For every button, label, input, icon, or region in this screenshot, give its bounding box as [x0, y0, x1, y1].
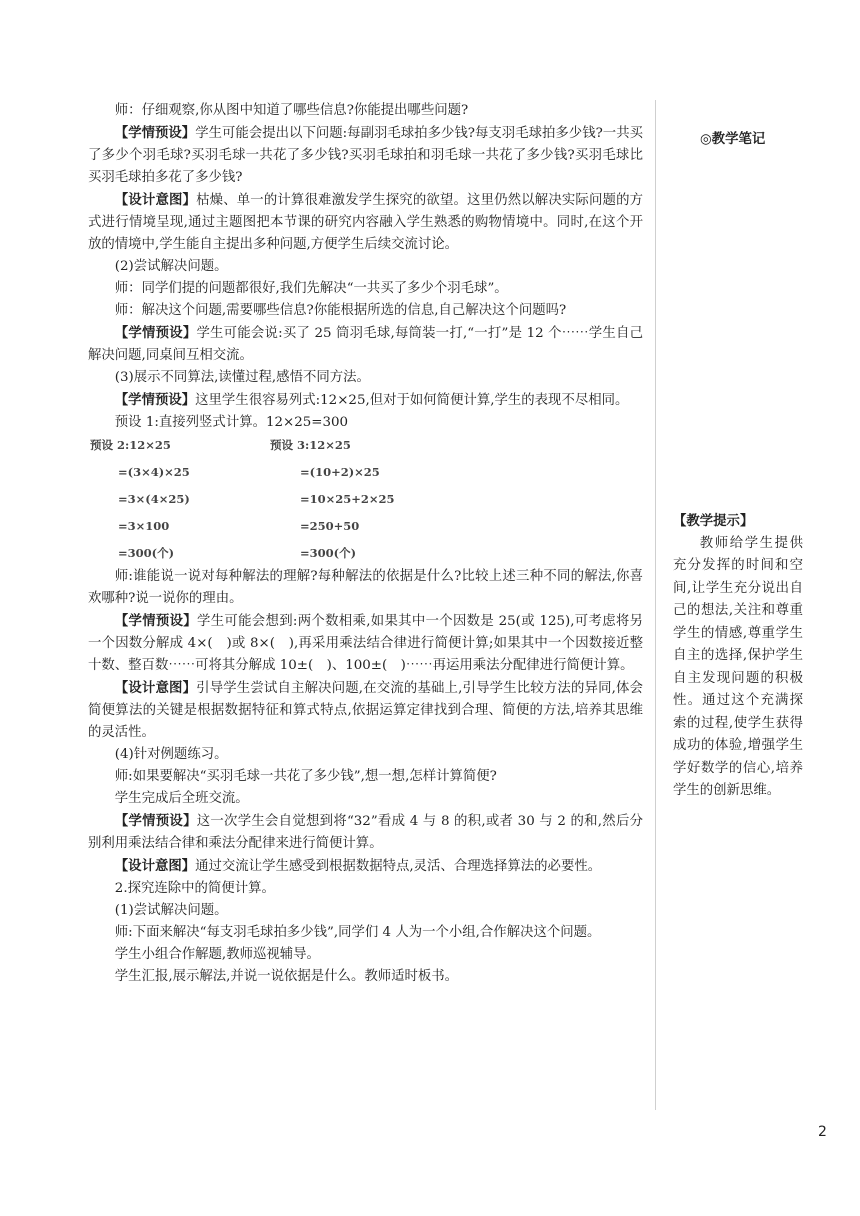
- paragraph: [88, 900, 643, 922]
- paragraph-label: 【学情预设】: [114, 325, 197, 341]
- calc-line: 预设 3:12×25: [270, 438, 351, 452]
- paragraph: [88, 322, 643, 367]
- paragraph-group-1: [88, 100, 643, 434]
- calc-line: =250+50: [300, 519, 360, 533]
- paragraph-text: 学生完成后全班交流。: [114, 791, 249, 806]
- paragraph: [88, 100, 643, 122]
- paragraph: [88, 412, 643, 434]
- calc-line: =300(个): [118, 546, 175, 560]
- paragraph-text: (4)针对例题练习。: [114, 747, 228, 762]
- paragraph-text: 学生汇报,展示解法,并说一说依据是什么。教师适时板书。: [114, 969, 459, 984]
- paragraph-text: 学生可能会提出以下问题:每副羽毛球拍多少钱?每支羽毛球拍多少钱?一共买了多少个羽毛球?买羽毛球一共花了多少钱?买羽毛球拍和羽毛球一共花了多少钱?买羽毛球比买羽毛球拍多花了多少钱?: [88, 126, 643, 185]
- paragraph: [88, 566, 643, 610]
- teaching-tip-box: [673, 510, 803, 803]
- paragraph-group-2: [88, 566, 643, 988]
- paragraph: [88, 677, 643, 744]
- paragraph: [88, 855, 643, 878]
- page-number: 2: [818, 1124, 827, 1140]
- paragraph: [88, 389, 643, 412]
- calc-line: =(3×4)×25: [118, 465, 190, 479]
- paragraph: [88, 966, 643, 988]
- calc-line: =(10+2)×25: [300, 465, 380, 479]
- paragraph: [88, 788, 643, 810]
- paragraph-label: 【学情预设】: [114, 613, 197, 629]
- calc-line: =300(个): [300, 546, 357, 560]
- paragraph: [88, 122, 643, 189]
- paragraph-text: 学生可能会说:买了 25 筒羽毛球,每筒装一打,“一打”是 12 个⋯⋯学生自己解决问题,同桌间互相交流。: [88, 326, 643, 363]
- paragraph-text: (1)尝试解决问题。: [114, 903, 228, 918]
- calculation-examples: [88, 434, 643, 566]
- teaching-notes-title: ◎教学笔记: [700, 131, 766, 147]
- paragraph: [88, 278, 643, 300]
- paragraph-text: (3)展示不同算法,读懂过程,感悟不同方法。: [114, 370, 370, 385]
- paragraph-text: 这里学生很容易列式:12×25,但对于如何简便计算,学生的表现不尽相同。: [195, 393, 629, 408]
- paragraph-text: 引导学生尝试自主解决问题,在交流的基础上,引导学生比较方法的异同,体会简便算法的关键是根据数据特征和算式特点,依据运算定律找到合理、简便的方法,培养其思维的灵活性。: [88, 681, 643, 740]
- calc-line: =10×25+2×25: [300, 492, 395, 506]
- paragraph-text: 通过交流让学生感受到根据数据特点,灵活、合理选择算法的必要性。: [195, 859, 602, 874]
- paragraph-text: 师:下面来解决“每支羽毛球拍多少钱”,同学们 4 人为一个小组,合作解决这个问题。: [114, 925, 601, 940]
- paragraph-label: 【学情预设】: [114, 813, 197, 829]
- paragraph: [88, 944, 643, 966]
- paragraph-label: 【设计意图】: [114, 680, 197, 696]
- calc-line: =3×(4×25): [118, 492, 190, 506]
- teaching-tip-text: 教师给学生提供充分发挥的时间和空间,让学生充分说出自己的想法,关注和尊重学生的情感,尊重学生自主的选择,保护学生自主发现问题的积极性。通过这个充满探索的过程,使学生获得成功的体验,增强学生学好数学的信心,培养学生的创新思维。: [673, 535, 803, 798]
- paragraph: [88, 256, 643, 278]
- calc-line: 预设 2:12×25: [90, 438, 171, 452]
- paragraph-text: 枯燥、单一的计算很难激发学生探究的欲望。这里仍然以解决实际问题的方式进行情境呈现,通过主题图把本节课的研究内容融入学生熟悉的购物情境中。同时,在这个开放的情境中,学生能自主提出多种问题,方便学生后续交流讨论。: [88, 193, 644, 252]
- paragraph-label: 【设计意图】: [114, 192, 197, 208]
- calc-line: =3×100: [118, 519, 170, 533]
- paragraph-text: 这一次学生会自觉想到将“32”看成 4 与 8 的积,或者 30 与 2 的和,然后分别利用乘法结合律和乘法分配律来进行简便计算。: [88, 814, 643, 851]
- paragraph-text: 学生小组合作解题,教师巡视辅导。: [114, 947, 320, 962]
- paragraph-text: 学生可能会想到:两个数相乘,如果其中一个因数是 25(或 125),可考虑将另一个因数分解成 4×( )或 8×( ),再采用乘法结合律进行简便计算;如果其中一个因数接近整十数、整百数⋯⋯可将其分解成 10±( )、100±( )⋯⋯再运用乘法分配律进行简便计算。: [88, 614, 643, 673]
- paragraph: [88, 922, 643, 944]
- paragraph: [88, 189, 643, 256]
- main-text-column: [88, 100, 643, 988]
- paragraph-text: (2)尝试解决问题。: [114, 259, 228, 274]
- teaching-tip-heading: 【教学提示】: [673, 513, 754, 529]
- paragraph-text: 师：解决这个问题,需要哪些信息?你能根据所选的信息,自己解决这个问题吗?: [114, 303, 567, 318]
- paragraph-label: 【学情预设】: [114, 392, 196, 408]
- paragraph: [88, 878, 643, 900]
- paragraph: [88, 367, 643, 389]
- paragraph: [88, 300, 643, 322]
- paragraph: [88, 744, 643, 766]
- paragraph: [88, 766, 643, 788]
- paragraph: [88, 810, 643, 855]
- paragraph-text: 师:如果要解决“买羽毛球一共花了多少钱”,想一想,怎样计算简便?: [114, 769, 497, 784]
- paragraph-text: 2.探究连除中的简便计算。: [114, 881, 275, 896]
- paragraph-text: 师:谁能说一说对每种解法的理解?每种解法的依据是什么?比较上述三种不同的解法,你喜欢哪种?说一说你的理由。: [88, 569, 643, 606]
- paragraph-label: 【学情预设】: [114, 125, 196, 141]
- paragraph-label: 【设计意图】: [114, 858, 196, 874]
- paragraph: [88, 610, 643, 677]
- paragraph-text: 师：仔细观察,你从图中知道了哪些信息?你能提出哪些问题?: [114, 103, 469, 118]
- column-divider: [655, 100, 656, 1110]
- paragraph-text: 预设 1:直接列竖式计算。12×25=300: [114, 415, 349, 430]
- paragraph-text: 师：同学们提的问题都很好,我们先解决“一共买了多少个羽毛球”。: [114, 281, 508, 296]
